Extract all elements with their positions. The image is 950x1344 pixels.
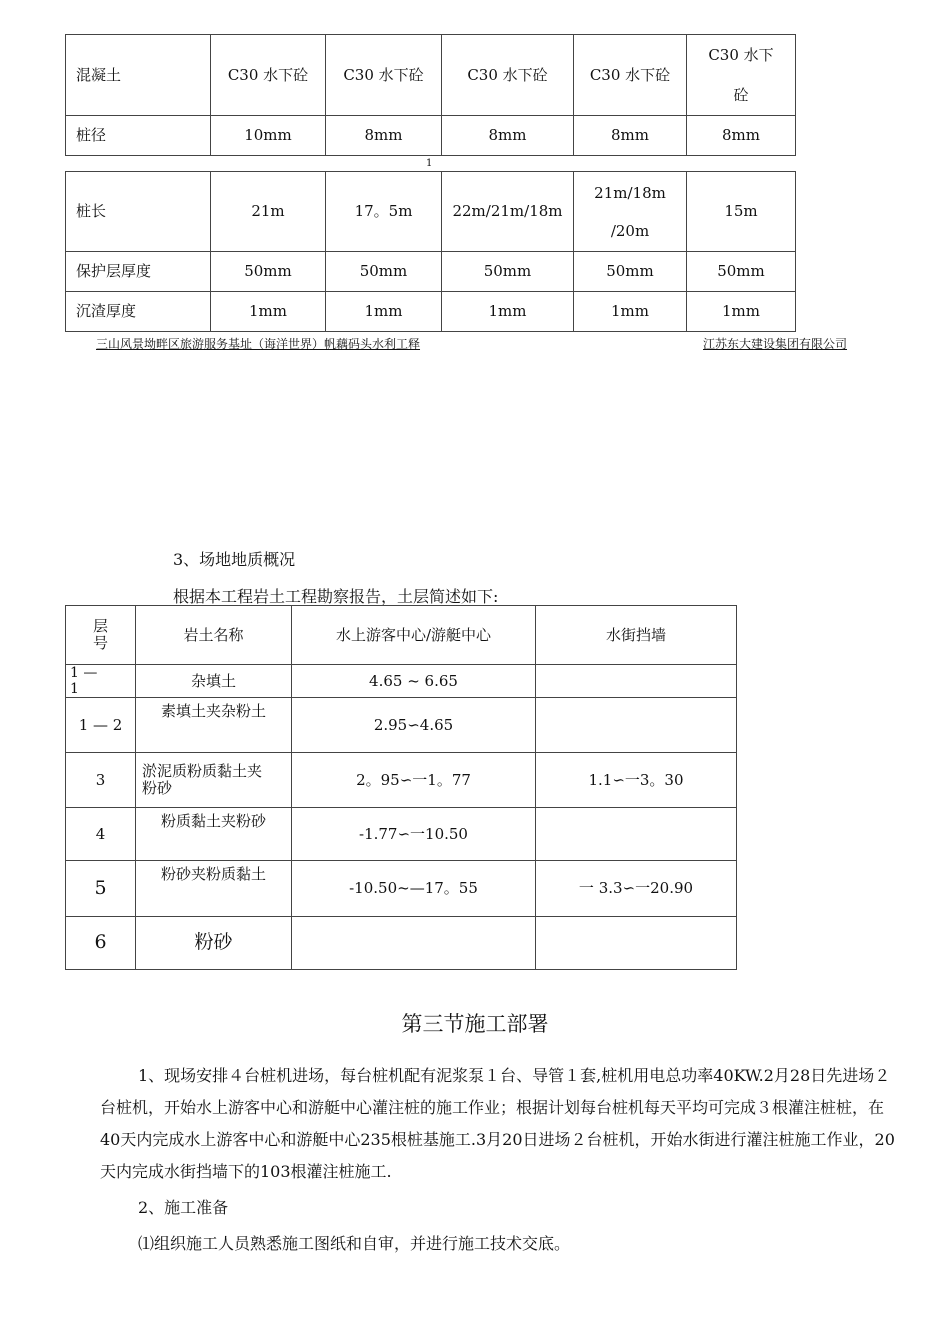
section-3-intro: 根据本工程岩土工程勘察报告，土层简述如下: <box>173 587 499 606</box>
table-header-row <box>66 606 737 665</box>
table-cell <box>536 808 737 861</box>
table-cell: 8mm <box>326 116 442 156</box>
footer-company-name: 江苏东大建设集团有限公司 <box>703 337 848 351</box>
table-cell-soil-name: 杂填土 <box>136 665 292 698</box>
table-cell: 2.95∽4.65 <box>292 698 536 753</box>
table-cell: 一 3.3∽一20.90 <box>536 861 737 917</box>
table-cell: 1mm <box>687 292 796 332</box>
table-row <box>66 172 796 252</box>
table-row <box>66 753 737 808</box>
table-cell: 50mm <box>574 252 687 292</box>
table-cell: -10.50~—17。55 <box>292 861 536 917</box>
table-cell: 8mm <box>687 116 796 156</box>
table-row <box>66 35 796 116</box>
table-cell: C30 水下砼 <box>326 35 442 116</box>
table-cell: 1mm <box>211 292 326 332</box>
table-cell-layer-no: 6 <box>66 917 136 970</box>
paragraph-1: 1、现场安排４台桩机进场，每台桩机配有泥浆泵１台、导管１套,桩机用电总功率40KW.2月28日先进场２台桩机，开始水上游客中心和游艇中心灌注桩的施工作业；根据计划每台桩机每天平均可完成３根灌注桩桩，在40天内完成水上游客中心和游艇中心235根桩基施工.3月20日进场２台桩机，开始水街进行灌注桩施工作业，20天内完成水街挡墙下的103根灌注桩施工. <box>100 1066 895 1181</box>
table-cell: 2。95∽一1。77 <box>292 753 536 808</box>
table-cell: 8mm <box>442 116 574 156</box>
row-label-sediment: 沉渣厚度 <box>66 292 211 332</box>
pile-spec-table-bottom <box>65 171 796 332</box>
table-cell-layer-no: 5 <box>66 861 136 917</box>
table-cell: 22m/21m/18m <box>442 172 574 252</box>
table-cell-soil-name: 粉质黏土夹粉砂 <box>136 808 292 861</box>
paragraph-deployment <box>100 1060 900 1260</box>
table-cell: 1mm <box>574 292 687 332</box>
header-soil-name: 岩土名称 <box>136 606 292 665</box>
table-cell: C30 水下砼 <box>442 35 574 116</box>
table-cell: 4.65 ~ 6.65 <box>292 665 536 698</box>
row-label-length: 桩长 <box>66 172 211 252</box>
table-cell: 21m/18m /20m <box>574 172 687 252</box>
table-cell: 21m <box>211 172 326 252</box>
table-cell <box>536 665 737 698</box>
table-cell: 1mm <box>442 292 574 332</box>
table-row <box>66 292 796 332</box>
table-cell-layer-no: 1 — 1 <box>66 665 136 698</box>
paragraph-2: 2、施工准备 <box>138 1198 229 1217</box>
table-row <box>66 917 737 970</box>
table-cell <box>536 917 737 970</box>
row-label-concrete: 混凝土 <box>66 35 211 116</box>
table-cell: 50mm <box>442 252 574 292</box>
table-cell-soil-name: 淤泥质粉质黏土夹 粉砂 <box>136 753 292 808</box>
pile-spec-table-top <box>65 34 796 156</box>
table-cell-layer-no: 4 <box>66 808 136 861</box>
table-cell: 50mm <box>687 252 796 292</box>
table-row <box>66 861 737 917</box>
table-cell: 50mm <box>211 252 326 292</box>
table-row <box>66 808 737 861</box>
table-cell: 15m <box>687 172 796 252</box>
table-cell-layer-no: 3 <box>66 753 136 808</box>
table-cell: C30 水下 砼 <box>687 35 796 116</box>
footer-project-name: 三山风景坳畔区旅游服务基址（诲洋世界）帆藕码头水利工释 <box>96 337 421 351</box>
table-row <box>66 252 796 292</box>
table-row <box>66 116 796 156</box>
table-cell-soil-name: 粉砂 <box>136 917 292 970</box>
header-layer-no: 层 号 <box>66 606 136 665</box>
table-cell: 8mm <box>574 116 687 156</box>
table-cell: C30 水下砼 <box>211 35 326 116</box>
section-heading: 第三节施工部署 <box>401 1012 549 1036</box>
table-cell: C30 水下砼 <box>574 35 687 116</box>
table-row <box>66 698 737 753</box>
table-cell: 1.1∽一3。30 <box>536 753 737 808</box>
table-cell-soil-name: 素填土夹杂粉土 <box>136 698 292 753</box>
table-row <box>66 665 737 698</box>
table-cell: 50mm <box>326 252 442 292</box>
section-3-title: 3、场地地质概况 <box>173 550 296 569</box>
table-cell: 10mm <box>211 116 326 156</box>
table-cell-layer-no: 1 — 2 <box>66 698 136 753</box>
table-cell: -1.77∽一10.50 <box>292 808 536 861</box>
paragraph-3: ⑴组织施工人员熟悉施工图纸和自审，并进行施工技术交底。 <box>138 1234 571 1253</box>
table-cell <box>536 698 737 753</box>
row-label-cover: 保护层厚度 <box>66 252 211 292</box>
header-water-street-wall: 水街挡墙 <box>536 606 737 665</box>
row-label-diameter: 桩径 <box>66 116 211 156</box>
table-cell <box>292 917 536 970</box>
table-cell: 1mm <box>326 292 442 332</box>
table-cell-soil-name: 粉砂夹粉质黏土 <box>136 861 292 917</box>
soil-layer-table <box>65 605 737 970</box>
page-mark: 1 <box>426 158 433 169</box>
table-cell: 17。5m <box>326 172 442 252</box>
header-visitor-center: 水上游客中心/游艇中心 <box>292 606 536 665</box>
